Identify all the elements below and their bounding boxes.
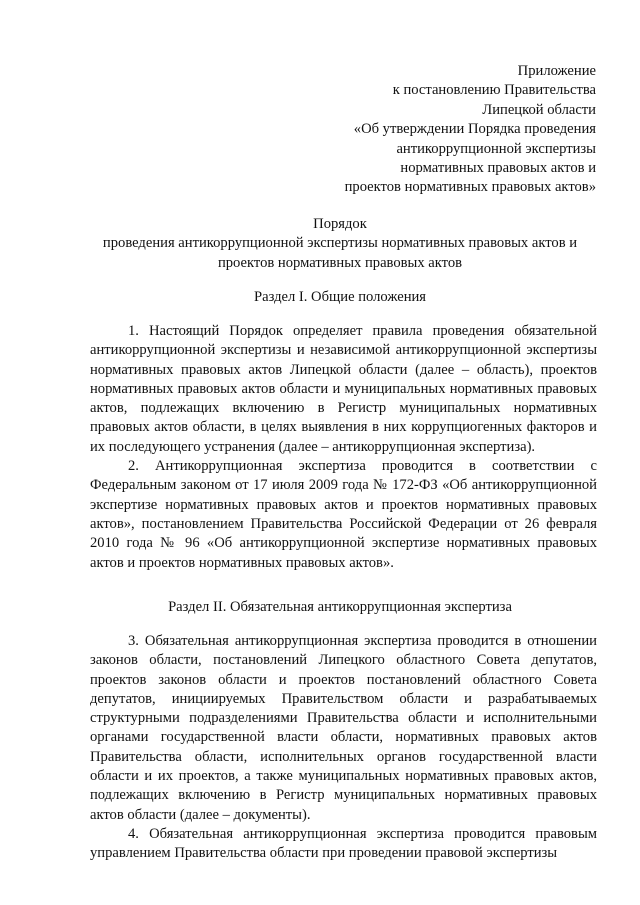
appendix-line: Липецкой области (482, 101, 596, 118)
document-title-line1: Порядок (313, 216, 367, 232)
section-heading-1: Раздел I. Общие положения (253, 289, 427, 305)
section-heading-2: Раздел II. Обязательная антикоррупционная экспертиза (168, 599, 512, 615)
appendix-line: нормативных правовых актов и (400, 160, 596, 177)
section-1-body (90, 322, 597, 573)
appendix-line: проектов нормативных правовых актов» (344, 179, 596, 196)
document-title (80, 215, 600, 273)
paragraph-4: 4. Обязательная антикоррупционная экспертиза проводится правовым управлением Правительства области при проведении правовой экспертизы (90, 825, 597, 862)
appendix-line: «Об утверждении Порядка проведения (353, 121, 596, 138)
paragraph-2: 2. Антикоррупционная экспертиза проводится в соответствии с Федеральным законом от 17 июля 2009 года № 172-ФЗ «Об антикоррупционной экспертизе нормативных правовых актов и проектов нормативных правовых актов», постановлением Правительства Российской Федерации от 26 февраля 2010 года № 96 «Об антикоррупционной экспертизе нормативных правовых актов и проектов нормативных правовых актов». (90, 458, 597, 571)
paragraph-3: 3. Обязательная антикоррупционная экспертиза проводится в отношении законов области, постановлений Липецкого областного Совета депутатов, проектов законов области и проектов постановлений областного Совета депутатов, инициируемых Правительством области и разрабатываемых структурными подразделениями Правительства области и исполнительными органами государственной власти области, нормативных правовых актов Правительства области, исполнительных органов государственной власти области и их проектов, а также муниципальных нормативных правовых актов, подлежащих включению в Регистр муниципальных нормативных правовых актов области (далее – документы). (90, 633, 597, 823)
appendix-line: Приложение (517, 63, 596, 79)
document-title-line2: проведения антикоррупционной экспертизы нормативных правовых актов и проектов нормативных правовых актов (102, 235, 578, 271)
paragraph-1: 1. Настоящий Порядок определяет правила проведения обязательной антикоррупционной экспертизы и независимой антикоррупционной экспертизы нормативных правовых актов Липецкой области (далее – область), проектов нормативных правовых актов области и муниципальных нормативных правовых актов, подлежащих включению в Регистр муниципальных нормативных правовых актов области, в целях выявления в них коррупциогенных факторов и их последующего устранения (далее – антикоррупционная экспертиза). (90, 323, 597, 455)
appendix-block (296, 62, 596, 198)
appendix-line: антикоррупционной экспертизы (396, 140, 596, 157)
appendix-line: к постановлению Правительства (392, 82, 596, 99)
section-2-body (90, 632, 597, 864)
